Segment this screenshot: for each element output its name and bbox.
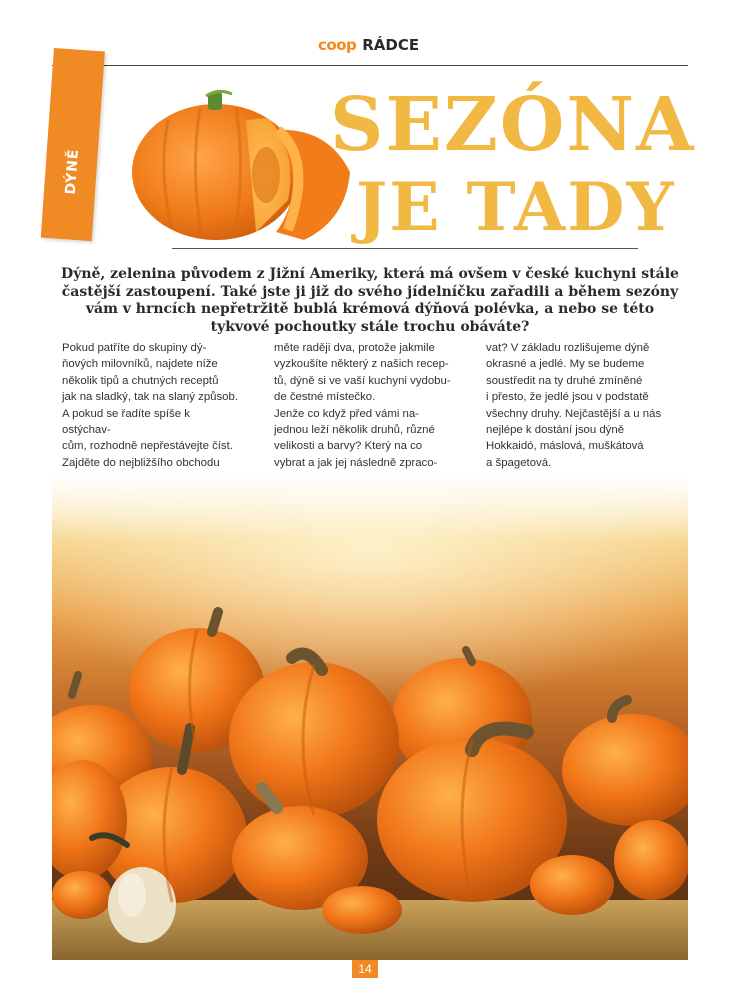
lead-paragraph: Dýně, zelenina původem z Jižní Ameriky, která má ovšem v české kuchyni stále častější zastoupení. Také jste ji již do svého jídelníčku zařadili a během sezóny vám v hrncích nepřetržitě bublá krémová dýňová polévka, a nebo se této tykvové pochoutky stále trochu obáváte?	[61, 266, 679, 335]
page-number: 14	[358, 962, 372, 976]
body-text: měte raději dva, protože jakmile vyzkoušíte některý z našich recep- tů, dýně si ve vaší kuchyni vydobu- de čestné místečko. Jenže co když před vámi na- jednou leží několik druhů, různé velikosti a barvy? Který na co vybrat a jak jej následně zpraco-	[274, 342, 451, 469]
body-column-1	[62, 340, 240, 488]
header-divider	[52, 65, 688, 66]
hero-pumpkin-image	[128, 80, 358, 245]
body-text: vat? V základu rozlišujeme dýně okrasné a jedlé. My se budeme soustředit na ty druhé zmíněné i přesto, že jedlé jsou v podstatě všechny druhy. Nejčastější a u nás nejlépe k dostání jsou dýně Hokkaidó, máslová, muškátová a špagetová.	[486, 342, 662, 469]
coop-logo: coop	[318, 36, 357, 54]
body-text: Pokud patříte do skupiny dý- ňových milovníků, najdete níže několik tipů a chutných receptů jak na sladký, tak na slaný způsob. A pokud se řadíte spíše k ostýchav- cům, rozhodně nepřestávejte číst. Zajděte do nejbližšího obchodu	[62, 342, 239, 469]
title-divider	[172, 248, 638, 249]
pumpkins-illustration	[52, 470, 688, 960]
body-column-3	[486, 340, 664, 471]
photo-top-fade	[52, 470, 688, 540]
magazine-header	[318, 36, 419, 54]
category-tag	[41, 48, 105, 241]
category-tag-label: DÝNĚ	[62, 148, 83, 196]
title-line-1: SEZÓNA	[330, 82, 696, 168]
body-column-2	[274, 340, 452, 471]
title-line-2: JE TADY	[356, 168, 676, 246]
pumpkins-photo	[52, 470, 688, 960]
page-number-box	[352, 960, 378, 978]
section-name: RÁDCE	[362, 36, 420, 54]
